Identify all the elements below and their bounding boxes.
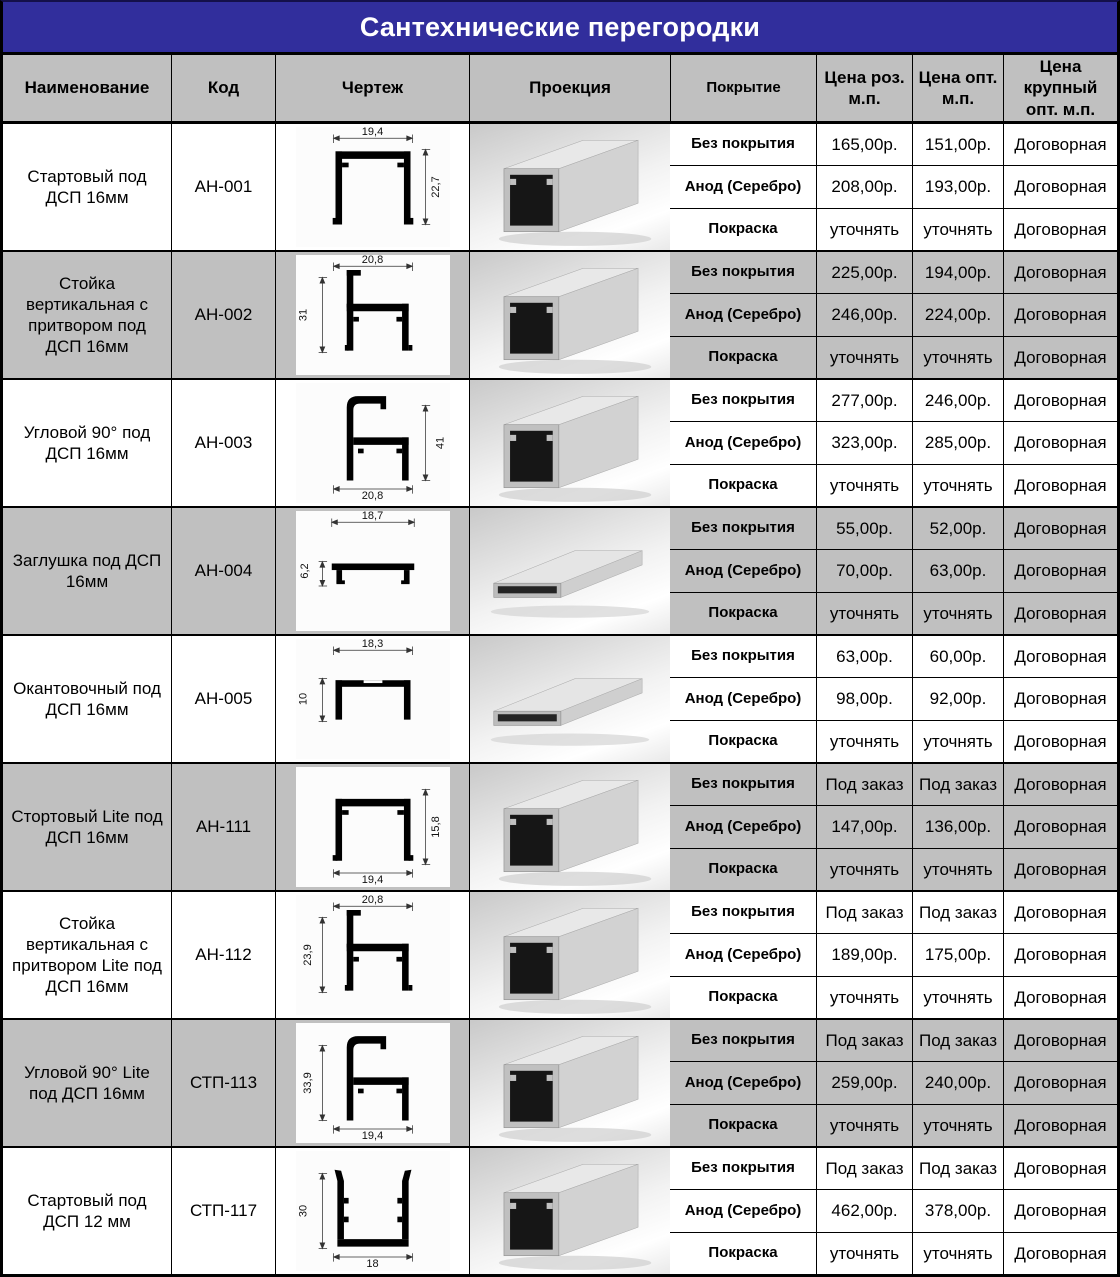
coating-row (670, 421, 1117, 463)
retail-price: Под заказ (816, 764, 912, 805)
header-price-bulk: Цена крупный опт. м.п. (1003, 55, 1117, 121)
coating-label: Покраска (708, 987, 778, 1005)
wholesale-price: уточнять (912, 337, 1003, 378)
coating-row (670, 933, 1117, 975)
profile-cross-section-icon (296, 895, 450, 1015)
pricing-rows (670, 124, 1117, 250)
profile-3d-render-icon (470, 252, 670, 378)
product-code: АН-004 (171, 508, 275, 634)
coating-row (670, 976, 1117, 1018)
coating-label: Анод (Серебро) (684, 1201, 802, 1219)
bulk-price: Договорная (1003, 636, 1117, 677)
coating-row (670, 252, 1117, 293)
product-projection-cell (469, 636, 670, 762)
coating-row (670, 720, 1117, 762)
wholesale-price: 52,00р. (912, 508, 1003, 549)
drawing-image (296, 511, 450, 631)
retail-price: 246,00р. (816, 294, 912, 335)
wholesale-price: уточнять (912, 1233, 1003, 1274)
bulk-price: Договорная (1003, 977, 1117, 1018)
profile-3d-render-icon (470, 1020, 670, 1146)
wholesale-price: уточнять (912, 209, 1003, 250)
product-drawing-cell (275, 380, 469, 506)
profile-3d-render-icon (470, 124, 670, 250)
wholesale-price: Под заказ (912, 1148, 1003, 1189)
drawing-image (296, 767, 450, 887)
drawing-height-dimension: 15,8 (430, 816, 443, 838)
retail-price: 98,00р. (816, 678, 912, 719)
product-group (3, 1018, 1117, 1146)
coating-row (670, 165, 1117, 207)
coating-row (670, 549, 1117, 591)
coating-row (670, 508, 1117, 549)
coating-label: Анод (Серебро) (684, 945, 802, 963)
retail-price: уточнять (816, 465, 912, 506)
wholesale-price: 136,00р. (912, 806, 1003, 847)
coating-row (670, 1020, 1117, 1061)
product-code: АН-005 (171, 636, 275, 762)
profile-3d-render-icon (470, 764, 670, 890)
product-drawing-cell (275, 124, 469, 250)
pricing-rows (670, 892, 1117, 1018)
product-name: Окантовочный под ДСП 16мм (13, 678, 161, 719)
product-name: Стартовый под ДСП 16мм (27, 166, 147, 207)
retail-price: 189,00р. (816, 934, 912, 975)
pricing-rows (670, 252, 1117, 378)
coating-label: Покраска (708, 219, 778, 237)
product-projection-cell (469, 508, 670, 634)
retail-price: 259,00р. (816, 1062, 912, 1103)
coating-row (670, 336, 1117, 378)
wholesale-price: 246,00р. (912, 380, 1003, 421)
bulk-price: Договорная (1003, 465, 1117, 506)
header-projection: Проекция (469, 55, 670, 121)
profile-cross-section-icon (296, 511, 450, 631)
wholesale-price: уточнять (912, 977, 1003, 1018)
profile-cross-section-icon (296, 255, 450, 375)
product-name: Угловой 90° Lite под ДСП 16мм (3, 1020, 171, 1146)
coating-row (670, 293, 1117, 335)
coating-label: Анод (Серебро) (670, 1062, 816, 1103)
retail-price: 55,00р. (816, 508, 912, 549)
bulk-price: Договорная (1003, 550, 1117, 591)
coating-label: Без покрытия (691, 903, 795, 921)
header-drawing: Чертеж (275, 55, 469, 121)
profile-cross-section-icon (296, 1023, 450, 1143)
product-drawing-cell (275, 636, 469, 762)
product-group (3, 250, 1117, 378)
coating-row (670, 1232, 1117, 1274)
profile-cross-section-icon (296, 127, 450, 247)
drawing-height-dimension: 31 (297, 308, 310, 322)
drawing-width-dimension: 18,7 (361, 510, 384, 522)
retail-price: уточнять (816, 977, 912, 1018)
coating-row (670, 1189, 1117, 1231)
wholesale-price: 378,00р. (912, 1190, 1003, 1231)
retail-price: уточнять (816, 1233, 912, 1274)
bulk-price: Договорная (1003, 806, 1117, 847)
retail-price: 165,00р. (816, 124, 912, 165)
product-code: СТП-117 (171, 1148, 275, 1274)
drawing-height-dimension: 23,9 (301, 944, 314, 966)
bulk-price: Договорная (1003, 252, 1117, 293)
pricing-rows (670, 636, 1117, 762)
profile-cross-section-icon (296, 639, 450, 759)
profile-3d-render-icon (470, 380, 670, 506)
bulk-price: Договорная (1003, 1233, 1117, 1274)
pricing-rows (670, 1148, 1117, 1274)
bulk-price: Договорная (1003, 934, 1117, 975)
coating-label: Покраска (670, 593, 816, 634)
drawing-width-dimension: 18 (366, 1258, 379, 1270)
bulk-price: Договорная (1003, 337, 1117, 378)
product-projection-cell (469, 252, 670, 378)
wholesale-price: 193,00р. (912, 166, 1003, 207)
coating-label: Без покрытия (670, 1020, 816, 1061)
wholesale-price: 240,00р. (912, 1062, 1003, 1103)
product-drawing-cell (275, 764, 469, 890)
retail-price: 63,00р. (816, 636, 912, 677)
wholesale-price: 224,00р. (912, 294, 1003, 335)
wholesale-price: 175,00р. (912, 934, 1003, 975)
coating-label: Анод (Серебро) (670, 806, 816, 847)
wholesale-price: 60,00р. (912, 636, 1003, 677)
pricing-rows (670, 764, 1117, 890)
drawing-image (296, 1151, 450, 1271)
retail-price: 277,00р. (816, 380, 912, 421)
drawing-image (296, 1023, 450, 1143)
product-name: Угловой 90° под ДСП 16мм (23, 422, 151, 463)
drawing-image (296, 127, 450, 247)
header-price-wholesale: Цена опт. м.п. (912, 55, 1003, 121)
retail-price: уточнять (816, 337, 912, 378)
product-code: АН-112 (171, 892, 275, 1018)
product-drawing-cell (275, 1020, 469, 1146)
drawing-width-dimension: 19,4 (361, 1130, 384, 1142)
product-name: Стойка вертикальная с притвором под ДСП 16мм (3, 252, 171, 378)
bulk-price: Договорная (1003, 593, 1117, 634)
product-projection-cell (469, 764, 670, 890)
coating-row (670, 677, 1117, 719)
coating-row (670, 464, 1117, 506)
bulk-price: Договорная (1003, 892, 1117, 933)
wholesale-price: Под заказ (912, 892, 1003, 933)
product-drawing-cell (275, 508, 469, 634)
profile-3d-render-icon (470, 892, 670, 1018)
drawing-width-dimension: 19,4 (361, 126, 384, 138)
wholesale-price: 151,00р. (912, 124, 1003, 165)
product-name: Стортовый Lite под ДСП 16мм (3, 764, 171, 890)
coating-label: Анод (Серебро) (684, 433, 802, 451)
drawing-height-dimension: 41 (434, 436, 447, 450)
bulk-price: Договорная (1003, 678, 1117, 719)
coating-label: Анод (Серебро) (670, 550, 816, 591)
drawing-height-dimension: 33,9 (301, 1072, 314, 1094)
coating-row (670, 208, 1117, 250)
wholesale-price: 92,00р. (912, 678, 1003, 719)
retail-price: уточнять (816, 209, 912, 250)
header-coating: Покрытие (670, 55, 816, 121)
coating-row (670, 124, 1117, 165)
retail-price: уточнять (816, 721, 912, 762)
pricing-rows (670, 1020, 1117, 1146)
product-code: АН-111 (171, 764, 275, 890)
drawing-image (296, 639, 450, 759)
drawing-width-dimension: 18,3 (361, 638, 384, 650)
wholesale-price: 194,00р. (912, 252, 1003, 293)
bulk-price: Договорная (1003, 422, 1117, 463)
product-drawing-cell (275, 252, 469, 378)
product-drawing-cell (275, 1148, 469, 1274)
product-group (3, 506, 1117, 634)
retail-price: 208,00р. (816, 166, 912, 207)
product-projection-cell (469, 1020, 670, 1146)
header-name: Наименование (24, 78, 150, 98)
drawing-height-dimension: 22,7 (430, 176, 443, 198)
profile-cross-section-icon (296, 1151, 450, 1271)
drawing-height-dimension: 10 (297, 692, 310, 706)
profile-cross-section-icon (296, 767, 450, 887)
coating-label: Покраска (670, 337, 816, 378)
coating-label: Анод (Серебро) (684, 689, 802, 707)
coating-row (670, 380, 1117, 421)
bulk-price: Договорная (1003, 124, 1117, 165)
coating-row (670, 764, 1117, 805)
product-code: АН-001 (171, 124, 275, 250)
wholesale-price: 285,00р. (912, 422, 1003, 463)
product-code: АН-002 (171, 252, 275, 378)
coating-row (670, 636, 1117, 677)
bulk-price: Договорная (1003, 294, 1117, 335)
coating-label: Покраска (708, 731, 778, 749)
coating-label: Без покрытия (670, 252, 816, 293)
wholesale-price: Под заказ (912, 764, 1003, 805)
drawing-width-dimension: 20,8 (361, 254, 384, 266)
product-projection-cell (469, 1148, 670, 1274)
product-group (3, 890, 1117, 1018)
drawing-image (296, 255, 450, 375)
product-group (3, 634, 1117, 762)
coating-row (670, 592, 1117, 634)
bulk-price: Договорная (1003, 1062, 1117, 1103)
profile-3d-render-icon (470, 1148, 670, 1274)
drawing-height-dimension: 30 (297, 1204, 310, 1218)
bulk-price: Договорная (1003, 166, 1117, 207)
profile-3d-render-icon (470, 508, 670, 634)
header-price-retail: Цена роз. м.п. (816, 55, 912, 121)
bulk-price: Договорная (1003, 209, 1117, 250)
coating-label: Без покрытия (691, 391, 795, 409)
coating-label: Без покрытия (691, 135, 795, 153)
wholesale-price: Под заказ (912, 1020, 1003, 1061)
drawing-width-dimension: 20,8 (361, 894, 384, 906)
product-code: АН-003 (171, 380, 275, 506)
bulk-price: Договорная (1003, 1190, 1117, 1231)
drawing-image (296, 895, 450, 1015)
pricing-rows (670, 380, 1117, 506)
coating-label: Покраска (670, 1105, 816, 1146)
coating-row (670, 1061, 1117, 1103)
coating-row (670, 848, 1117, 890)
bulk-price: Договорная (1003, 508, 1117, 549)
coating-label: Анод (Серебро) (684, 177, 802, 195)
drawing-height-dimension: 6,2 (298, 563, 311, 579)
wholesale-price: уточнять (912, 593, 1003, 634)
table-title: Сантехнические перегородки (3, 2, 1117, 52)
product-projection-cell (469, 892, 670, 1018)
product-projection-cell (469, 124, 670, 250)
coating-row (670, 1104, 1117, 1146)
retail-price: уточнять (816, 849, 912, 890)
bulk-price: Договорная (1003, 849, 1117, 890)
bulk-price: Договорная (1003, 380, 1117, 421)
product-group (3, 378, 1117, 506)
coating-label: Анод (Серебро) (670, 294, 816, 335)
product-drawing-cell (275, 892, 469, 1018)
bulk-price: Договорная (1003, 764, 1117, 805)
wholesale-price: уточнять (912, 849, 1003, 890)
coating-label: Без покрытия (670, 508, 816, 549)
retail-price: 147,00р. (816, 806, 912, 847)
retail-price: Под заказ (816, 892, 912, 933)
profile-3d-render-icon (470, 636, 670, 762)
drawing-width-dimension: 19,4 (361, 874, 384, 886)
product-name: Заглушка под ДСП 16мм (3, 508, 171, 634)
product-projection-cell (469, 380, 670, 506)
product-group (3, 124, 1117, 250)
product-group (3, 1146, 1117, 1274)
product-group (3, 762, 1117, 890)
product-code: СТП-113 (171, 1020, 275, 1146)
retail-price: Под заказ (816, 1148, 912, 1189)
drawing-width-dimension: 20,8 (361, 490, 384, 502)
coating-label: Покраска (670, 849, 816, 890)
profile-cross-section-icon (296, 383, 450, 503)
wholesale-price: уточнять (912, 465, 1003, 506)
coating-label: Без покрытия (691, 647, 795, 665)
coating-label: Без покрытия (691, 1159, 795, 1177)
wholesale-price: уточнять (912, 721, 1003, 762)
header-row (3, 52, 1117, 124)
wholesale-price: 63,00р. (912, 550, 1003, 591)
retail-price: 225,00р. (816, 252, 912, 293)
header-code: Код (171, 55, 275, 121)
coating-label: Без покрытия (670, 764, 816, 805)
bulk-price: Договорная (1003, 1020, 1117, 1061)
bulk-price: Договорная (1003, 721, 1117, 762)
product-name: Стартовый под ДСП 12 мм (27, 1190, 147, 1231)
pricing-rows (670, 508, 1117, 634)
coating-label: Покраска (708, 475, 778, 493)
coating-row (670, 892, 1117, 933)
coating-row (670, 805, 1117, 847)
table-body (3, 124, 1117, 1274)
drawing-image (296, 383, 450, 503)
coating-label: Покраска (708, 1243, 778, 1261)
bulk-price: Договорная (1003, 1105, 1117, 1146)
retail-price: 70,00р. (816, 550, 912, 591)
product-name: Стойка вертикальная с притвором Lite под ДСП 16мм (12, 913, 162, 997)
retail-price: 323,00р. (816, 422, 912, 463)
retail-price: уточнять (816, 593, 912, 634)
bulk-price: Договорная (1003, 1148, 1117, 1189)
wholesale-price: уточнять (912, 1105, 1003, 1146)
retail-price: уточнять (816, 1105, 912, 1146)
coating-row (670, 1148, 1117, 1189)
retail-price: 462,00р. (816, 1190, 912, 1231)
retail-price: Под заказ (816, 1020, 912, 1061)
